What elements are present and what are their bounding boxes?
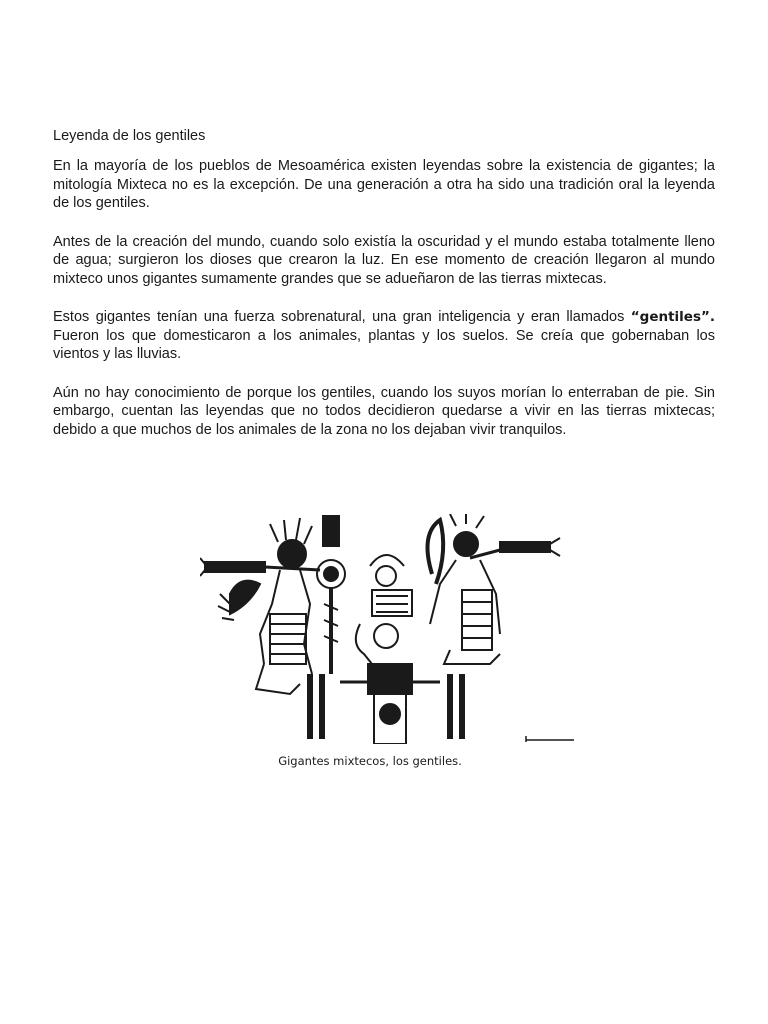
mixtec-codex-illustration (200, 514, 574, 744)
paragraph-3-end: Fueron los que domesticaron a los animales, plantas y los suelos. Se creía que gobernaban los vientos y las lluvias. (53, 327, 715, 362)
paragraph-4: Aún no hay conocimiento de porque los gentiles, cuando los suyos morían lo enterraban de pie. Sin embargo, cuentan las leyendas que no todos decidieron quedarse a vivir en las tierras mixtecas; debido a que muchos de los animales de la zona no los dejaban vivir tranquilos. (53, 384, 715, 438)
document-body (53, 127, 715, 439)
left-staff (317, 516, 345, 674)
paragraph-1: En la mayoría de los pueblos de Mesoamérica existen leyendas sobre la existencia de gigantes; la mitología Mixteca no es la excepción. De una generación a otra ha sido una tradición oral la leyenda de los gentiles. (53, 158, 715, 211)
gentiles-bold-term: “gentiles”. (630, 309, 715, 325)
left-giant-figure (200, 518, 320, 694)
document-title: Leyenda de los gentiles (53, 128, 206, 144)
right-giant-figure (428, 514, 561, 664)
paragraph-2: Antes de la creación del mundo, cuando solo existía la oscuridad y el mundo estaba totalmente lleno de agua; surgieron los dioses que crearon la luz. En ese momento de creación llegaron al mundo mixteco unos gigantes sumamente grandes que se adueñaron de las tierras mixtecas. (53, 233, 715, 287)
paragraph-3 (53, 308, 715, 364)
paragraph-3-start: Estos gigantes tenían una fuerza sobrenatural, una gran inteligencia y eran llamados (53, 309, 631, 325)
figure-caption: Gigantes mixtecos, los gentiles. (278, 754, 462, 768)
